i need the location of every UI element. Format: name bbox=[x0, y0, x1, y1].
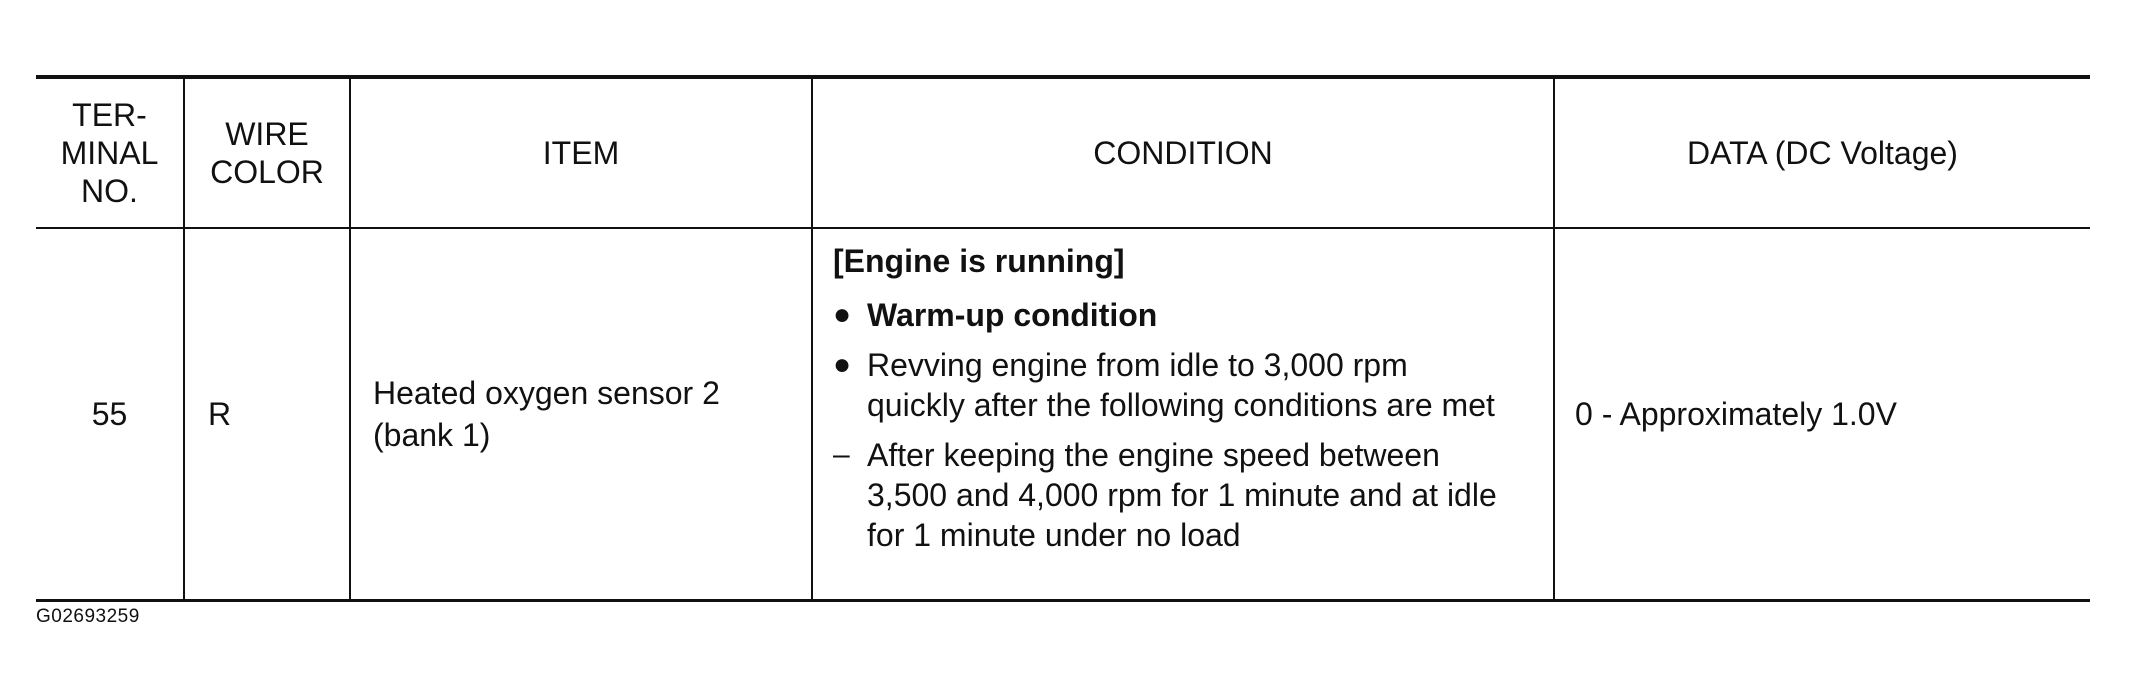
header-wire-color: WIRE COLOR bbox=[184, 77, 350, 228]
figure-id: G02693259 bbox=[36, 606, 140, 627]
condition-cell bbox=[812, 228, 1554, 601]
condition-heading: [Engine is running] bbox=[833, 243, 1125, 279]
condition-bullet-text: Warm-up condition bbox=[867, 297, 1158, 333]
data-voltage-cell: 0 - Approximately 1.0V bbox=[1554, 228, 2090, 601]
header-item: ITEM bbox=[350, 77, 812, 228]
ecm-terminal-table bbox=[36, 75, 2090, 602]
header-terminal-no: TER- MINAL NO. bbox=[36, 77, 184, 228]
header-data: DATA (DC Voltage) bbox=[1554, 77, 2090, 228]
condition-bullet bbox=[833, 295, 1545, 335]
table-header-row bbox=[36, 77, 2090, 228]
wire-color-cell: R bbox=[184, 228, 350, 601]
header-condition: CONDITION bbox=[812, 77, 1554, 228]
condition-bullet-text: Revving engine from idle to 3,000 rpm quickly after the following conditions are met bbox=[867, 347, 1495, 423]
table-row bbox=[36, 228, 2090, 601]
bullet-icon: ● bbox=[833, 298, 852, 331]
bullet-icon: ● bbox=[833, 348, 852, 381]
item-cell: Heated oxygen sensor 2 (bank 1) bbox=[350, 228, 812, 601]
dash-icon: – bbox=[833, 438, 850, 471]
condition-bullet bbox=[833, 345, 1545, 425]
condition-sub-item bbox=[833, 435, 1545, 555]
condition-sub-item-text: After keeping the engine speed between 3,500 and 4,000 rpm for 1 minute and at idle for 1 minute under no load bbox=[867, 437, 1497, 553]
terminal-no-cell: 55 bbox=[36, 228, 184, 601]
